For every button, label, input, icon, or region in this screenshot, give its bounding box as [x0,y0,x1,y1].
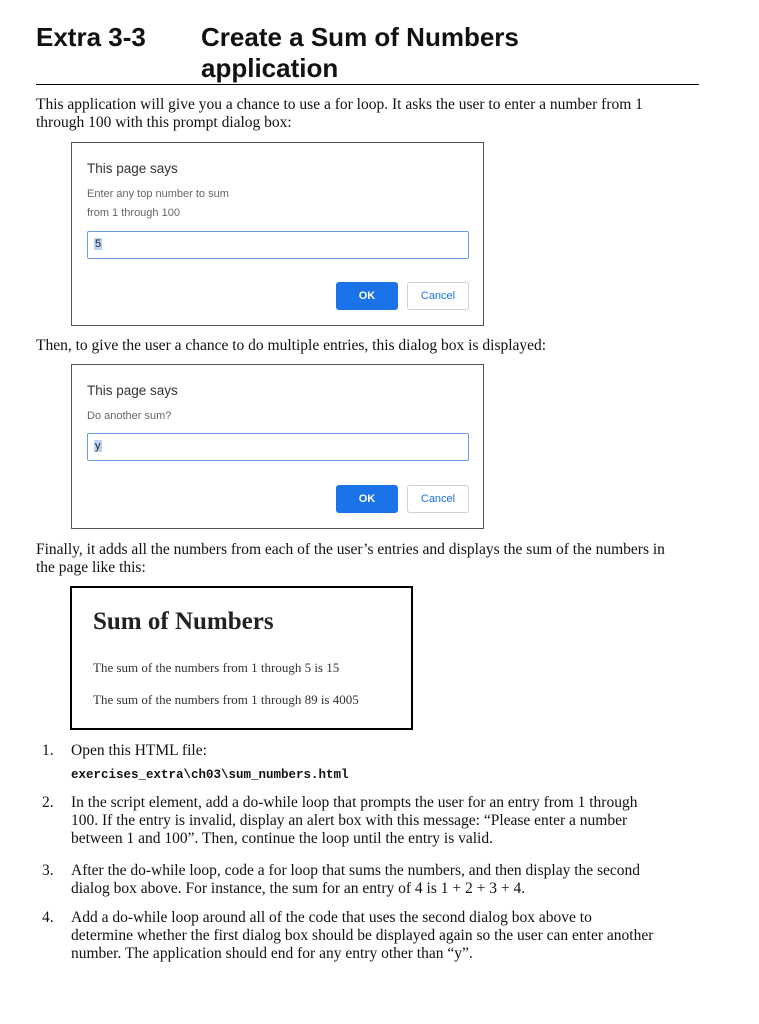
dialog-message: Do another sum? [87,410,172,422]
input-value: 5 [95,238,102,250]
file-path: exercises_extra\ch03\sum_numbers.html [71,768,349,782]
input-value: y [95,440,101,452]
step-number: 1. [42,742,54,759]
cancel-button[interactable]: Cancel [407,485,469,513]
sum-page-title: Sum of Numbers [93,608,274,635]
step-number: 4. [42,909,54,926]
prompt-dialog-another-sum [71,364,484,529]
step-number: 2. [42,794,54,811]
sum-result-line: The sum of the numbers from 1 through 89 is 4005 [93,692,359,707]
dialog-message-line2: from 1 through 100 [87,207,180,219]
step-text: In the script element, add a do-while loop that prompts the user for an entry from 1 through 100. If the entry is invalid, display an alert box with this message: “Please enter a number between 1 and 100”. Then, continue the loop until the entry is valid. [71,794,638,847]
exercise-title: Create a Sum of Numbers application [201,22,519,83]
step-text: After the do-while loop, code a for loop that sums the numbers, and then display the second dialog box above. For instance, the sum for an entry of 4 is 1 + 2 + 3 + 4. [71,862,641,897]
step-text: Open this HTML file: [71,742,207,759]
ok-button[interactable]: OK [336,282,398,310]
cancel-button[interactable]: Cancel [407,282,469,310]
dialog-title: This page says [87,383,178,398]
finally-paragraph: Finally, it adds all the numbers from each of the user’s entries and displays the sum of the numbers in the page like this: [36,541,665,576]
exercise-number: Extra 3-3 [36,22,146,52]
sum-output-page [70,586,413,730]
dialog-message-line1: Enter any top number to sum [87,188,229,200]
sum-result-line: The sum of the numbers from 1 through 5 is 15 [93,660,340,675]
then-paragraph: Then, to give the user a chance to do multiple entries, this dialog box is displayed: [36,337,547,354]
prompt-input[interactable] [87,231,469,259]
heading-divider [36,84,699,85]
prompt-dialog-top-number [71,142,484,326]
intro-paragraph: This application will give you a chance to use a for loop. It asks the user to enter a number from 1 through 100 with this prompt dialog box: [36,96,643,131]
ok-button[interactable]: OK [336,485,398,513]
step-text: Add a do-while loop around all of the code that uses the second dialog box above to determine whether the first dialog box should be displayed again so the user can enter another number. The application should end for any entry other than “y”. [71,909,654,962]
dialog-title: This page says [87,161,178,176]
step-number: 3. [42,862,54,879]
prompt-input[interactable] [87,433,469,461]
